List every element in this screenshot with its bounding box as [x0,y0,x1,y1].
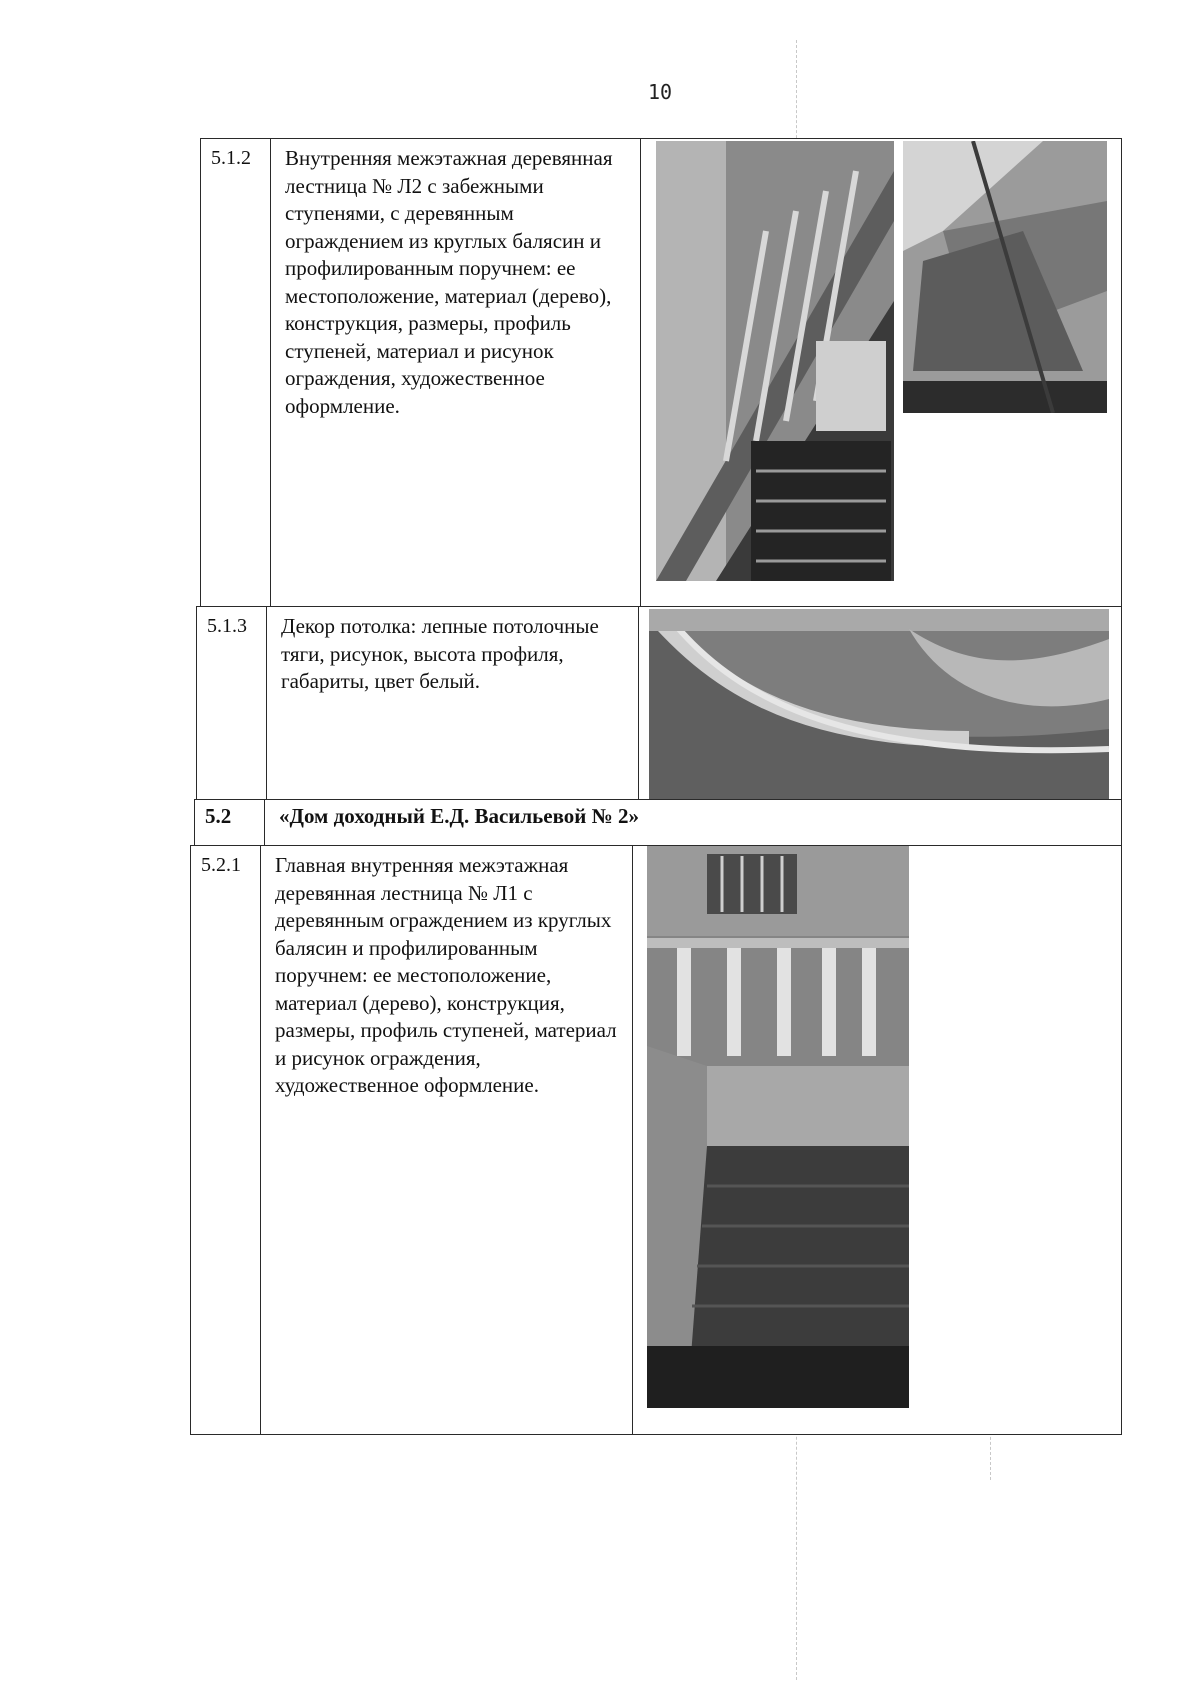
row-number: 5.1.2 [200,138,272,608]
page-number: 10 [647,80,673,104]
ceiling-decor-photo [649,609,1109,799]
main-staircase-photo [647,846,909,1408]
photo-cell [638,606,1122,801]
row-number: 5.1.3 [196,606,268,801]
staircase-photo [903,141,1107,413]
row-description: Декор потолка: лепные потолочные тяги, рисунок, высота профиля, габариты, цвет белый. [266,606,640,801]
row-description: Внутренняя межэтажная деревянная лестница № Л2 с забежными ступенями, с деревянным ограждением из круглых балясин и профилированным поручнем: ее местоположение, материал (дерево), конструкция, размеры, профиль ступеней, материал и рисунок ограждения, художественное оформление. [270,138,642,608]
staircase-photo [656,141,894,581]
row-description: Главная внутренняя межэтажная деревянная лестница № Л1 с деревянным ограждением из круглых балясин и профилированным поручнем: ее местоположение, материал (дерево), конструкция, размеры, профиль ступеней, материал и рисунок ограждения, художественное оформление. [260,845,634,1435]
section-title: «Дом доходный Е.Д. Васильевой № 2» [264,799,1122,847]
photo-cell [632,845,1122,1435]
photo-cell [640,138,1122,608]
section-number: 5.2 [194,799,266,847]
row-number: 5.2.1 [190,845,262,1435]
